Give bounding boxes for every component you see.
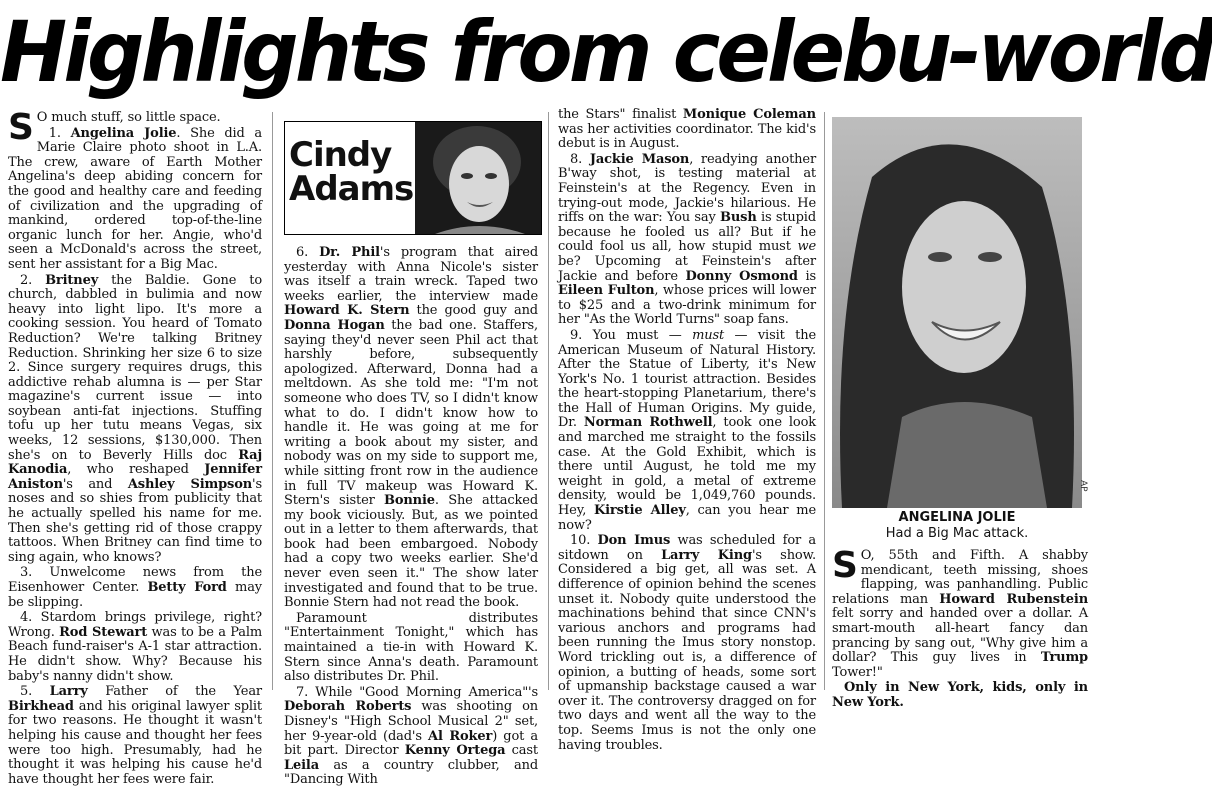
intro-paragraph: S O much stuff, so little space. <box>8 107 221 148</box>
column-rule <box>824 112 825 690</box>
photo-caption-name: ANGELINA JOLIE <box>898 510 1016 525</box>
story-column-2 <box>284 246 538 789</box>
story-column-3 <box>558 108 816 754</box>
columnist-name: Cindy Adams <box>289 135 414 209</box>
photo-credit: AP <box>1078 480 1088 492</box>
item-2: 2. Britney the Baldie. Gone to church, dabbled in bulimia and now heavy into light lipo. It's more a cooking session. You heard of Tomato Reduction? We're talking Britney Reduction. Shrinking her size 6 to size 2. Since surgery requires drugs, this addictive rehab alumna is — per Star magazine's current issue — into soybean anti-fat injections. Stuffing tofu up her tutu means Vegas, six weeks, 12 sessions, $130,000. Then she's on to Beverly Hills doc Raj Kanodia, who reshaped Jennifer Aniston's and Ashley Simpson's noses and so shies from publicity that he actually spelled his name for me. Then she's getting rid of those crappy tattoos. When Britney can find time to sing again, who knows? <box>8 272 262 565</box>
drop-cap: S <box>8 107 34 148</box>
item-6-continued: Paramount distributes "Entertainment Tonight," which has maintained a tie-in with Howard K. Stern since Anna's death. Paramount also distributes Dr. Phil. <box>284 610 538 685</box>
columnist-byline <box>284 121 542 235</box>
name-angelina-jolie: Angelina Jolie <box>70 125 177 141</box>
item-8: 8. Jackie Mason, readying another B'way shot, is testing material at Feinstein's at the Regency. Even in trying-out mode, Jackie's hilarious. He riffs on the war: You say Bush is stupid because he fooled us all? But if he could fool us all, how stupid must we be? Upcoming at Feinstein's after Jackie and before Donny Osmond is Eileen Fulton, whose prices will lower to $25 and a two-drink minimum for her "As the World Turns" soap fans. <box>558 151 817 328</box>
column-rule <box>272 112 273 690</box>
drop-cap: S <box>832 545 858 586</box>
item-7-continued: the Stars" finalist Monique Coleman was her activities coordinator. The kid's debut is in August. <box>558 107 816 152</box>
item-7: 7. While "Good Morning America"'s Deborah Roberts was shooting on Disney's "High School Musical 2" set, her 9-year-old (dad's Al Roker) got a bit part. Director Kenny Ortega cast Leila as a country clubber, and "Dancing With <box>284 684 539 788</box>
columnist-headshot <box>415 122 541 234</box>
item-1: 1. Angelina Jolie. She did a Marie Claire photo shoot in L.A. The crew, aware of Earth Mother Angelina's deep abiding concern for the good and healthy care and feeding of civilization and the upgrading of mankind, ordered top-of-the-line organic lunch for her. Angie, who'd seen a McDonald's across the street, sent her assistant for a Big Mac. <box>8 125 262 272</box>
item-3: 3. Unwelcome news from the Eisenhower Center. Betty Ford may be slipping. <box>8 565 262 610</box>
closing-item: S O, 55th and Fifth. A shabby mendicant, teeth missing, shoes flapping, was panhandling. Public relations man Howard Rubenstein felt sorry and handed over a dollar. A smart-mouth all-heart fancy dan prancing by sang out, "Why give him a dollar? This guy lives in Trump Tower!" <box>832 545 1088 680</box>
story-column-1 <box>8 107 262 788</box>
item-9: 9. You must — must — visit the American Museum of Natural History. After the Statue of Liberty, it's New York's No. 1 tourist attraction. Besides the heart-stopping Planetarium, there's the Hall of Human Origins. My guide, Dr. Norman Rothwell, took one look and marched me straight to the fossils case. At the Gold Exhibit, which is there until August, he told me my weight in gold, a metal of extreme density, would be 1,049,760 pounds. Hey, Kirstie Alley, can you hear me now? <box>558 327 816 533</box>
photo-caption-text: Had a Big Mac attack. <box>885 526 1029 541</box>
item-4: 4. Stardom brings privilege, right? Wrong. Rod Stewart was to be a Palm Beach fund-raiser's A-1 star attraction. He didn't show. Why? Because his baby's nanny didn't show. <box>8 610 262 684</box>
headline: Highlights from celebu-world <box>0 3 1212 101</box>
item-5: 5. Larry Father of the Year Birkhead and his original lawyer split for two reasons. He thought it wasn't helping his cause and thought her fees were too high. Presumably, had he thought it was helping his cause he'd have thought her fees were fair. <box>8 684 262 787</box>
column-rule <box>548 112 549 690</box>
angelina-jolie-photo <box>832 117 1082 508</box>
sign-off: Only in New York, kids, only in New York. <box>832 680 1088 710</box>
story-column-4 <box>832 545 1088 712</box>
item-6: 6. Dr. Phil's program that aired yesterday with Anna Nicole's sister was itself a train wreck. Taped two weeks earlier, the interview made Howard K. Stern the good guy and Donna Hogan the bad one. Staffers, saying they'd never seen Phil act that harshly before, subsequently apologized. Afterward, Donna had a meltdown. As she told me: "I'm not someone who does TV, so I didn't know what to do. I didn't know how to handle it. He was going at me for writing a book about my sister, and nobody was on my side to support me, while sitting front row in the audience in full TV makeup was Howard K. Stern's sister Bonnie. She attacked my book viciously. But, as we pointed out in a letter to them afterwards, that book had been embargoed. Nobody had a copy two weeks earlier. She'd never even seen it." The show later investigated and found that to be true. Bonnie Stern had not read the book. <box>284 245 538 611</box>
item-10: 10. Don Imus was scheduled for a sitdown on Larry King's show. Considered a big get, all was set. A difference of opinion behind the scenes unset it. Nobody quite understood the machinations behind that since CNN's various anchors and programs had been running the Imus story nonstop. Word trickling out is, a difference of opinion, a butting of heads, some sort of upmanship backstage caused a war over it. The controversy dragged on for two days and went all the way to the top. Seems Imus is not the only one having troubles. <box>558 533 817 753</box>
